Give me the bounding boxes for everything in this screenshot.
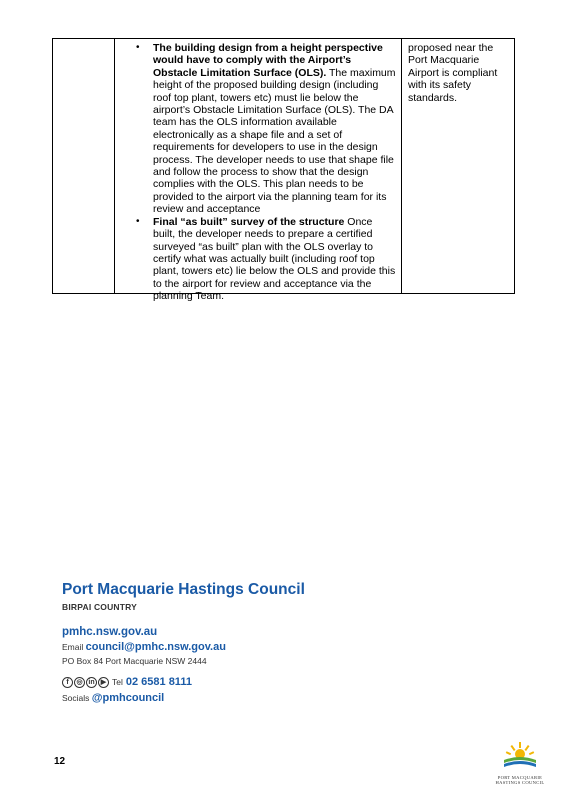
requirements-list [135, 42, 397, 303]
logo-line-1: PORT MACQUARIE [497, 775, 543, 780]
bullet-text: The maximum height of the proposed building design (including roof top plant, towers etc) must lie below the airport’s Obstacle Limitation Surface (OLS). The DA team has the OLS information available electronically as a shape file and a set of requirements for developers to use in the design process. The developer needs to use that shape file and follow the process to show that the design complies with the OLS. This plan needs to be provided to the airport via the planning team for its review and acceptance [153, 66, 396, 216]
facebook-icon[interactable]: f [62, 677, 73, 688]
tel-number[interactable]: 02 6581 8111 [125, 676, 192, 688]
tel-line [62, 676, 305, 688]
email-line [62, 641, 305, 653]
table-cell-notes [402, 39, 514, 293]
list-item [135, 216, 397, 303]
table-cell-empty [53, 39, 115, 293]
bullet-icon: • [136, 215, 140, 227]
bullet-heading: The building design from a height perspective would have to comply with the Airport’s Obstacle Limitation Surface (OLS). [153, 42, 383, 79]
website-link[interactable]: pmhc.nsw.gov.au [62, 626, 158, 638]
email-link[interactable]: council@pmhc.nsw.gov.au [85, 641, 226, 653]
bullet-heading: Final “as built” survey of the structure [153, 215, 345, 228]
notes-text: proposed near the Port Macquarie Airport is compliant with its safety standards. [408, 42, 498, 104]
email-label: Email [62, 642, 84, 652]
bullet-text: Once built, the developer needs to prepare a certified surveyed “as built” plan with the OLS overlay to certify what was actually built (including roof top plant, towers etc) lie below the OLS and provide this to the airport for review and acceptance via the planning Team. [153, 215, 396, 303]
po-box: PO Box 84 Port Macquarie NSW 2444 [62, 656, 207, 666]
linkedin-icon[interactable]: in [86, 677, 97, 688]
list-item [135, 42, 397, 216]
socials-label: Socials [62, 693, 90, 703]
logo-line-2: HASTINGS COUNCIL [495, 780, 545, 786]
sunrise-logo-icon [500, 740, 540, 770]
contact-footer [62, 580, 305, 704]
socials-line [62, 692, 305, 704]
council-logo [490, 740, 550, 786]
instagram-icon[interactable]: ◎ [74, 677, 85, 688]
page-number: 12 [54, 756, 66, 767]
org-name: Port Macquarie Hastings Council [62, 581, 305, 598]
bullet-icon: • [136, 42, 140, 53]
table-cell-requirements [115, 39, 402, 303]
country-label: BIRPAI COUNTRY [62, 602, 138, 612]
tel-label: Tel [112, 677, 123, 687]
socials-handle[interactable]: @pmhcouncil [91, 692, 165, 704]
content-table [52, 38, 515, 303]
youtube-icon[interactable]: ▶ [98, 677, 109, 688]
